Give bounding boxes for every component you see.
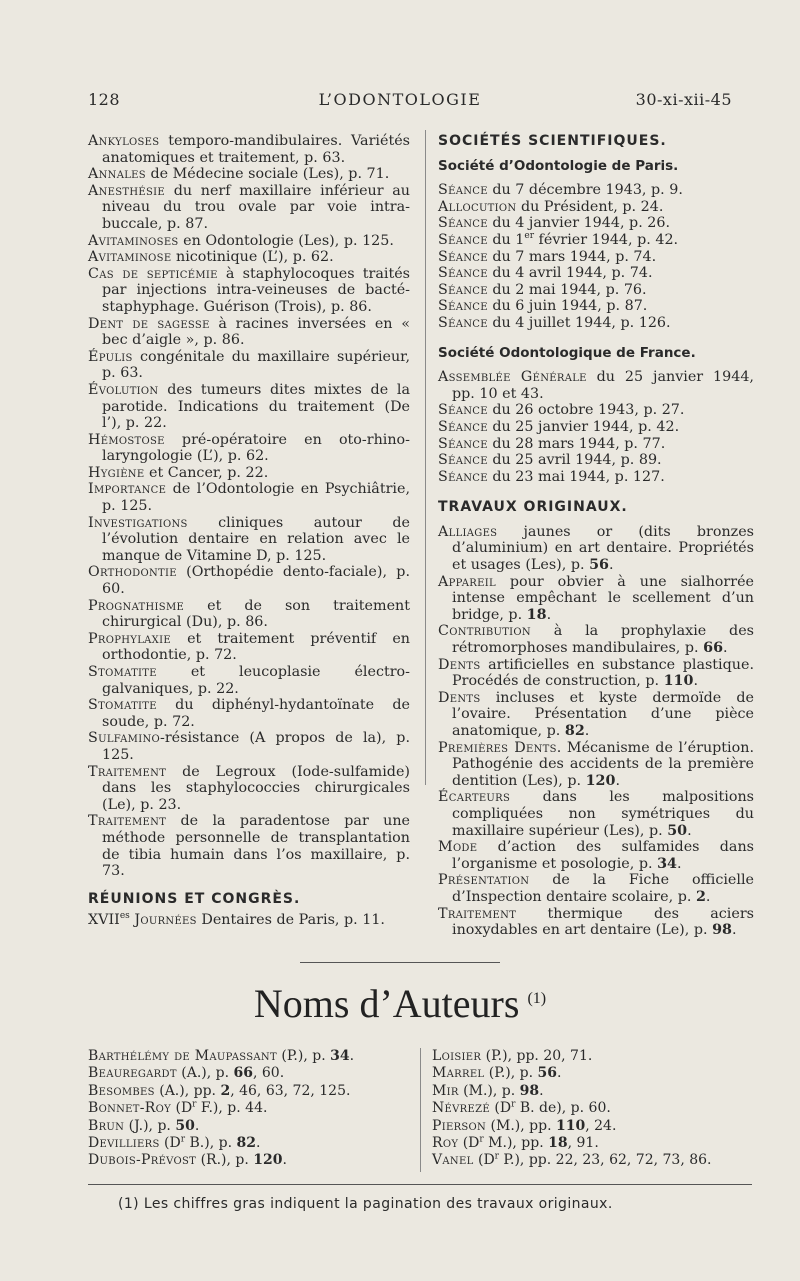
entry-keyword: Premières Dents [438, 739, 557, 756]
entry-text: du 2 mai 1944, p. 76. [487, 281, 647, 298]
entry-end: . [584, 723, 590, 739]
page-ref: 60 [588, 1100, 607, 1117]
index-entry [88, 813, 410, 879]
page-ref-bold: 2 [695, 888, 706, 905]
page-number: 128 [88, 90, 121, 109]
entry-text: -résistance (A propos de la), p. 125. [102, 730, 410, 763]
index-entry [88, 249, 410, 266]
entry-text: Dentaires de Paris, p. 11. [196, 912, 385, 929]
index-entry [88, 382, 410, 432]
page-ref: 20, 71 [543, 1048, 588, 1064]
author-initials: (P.), p. [484, 1065, 538, 1082]
entry-keyword: Importance [88, 481, 167, 498]
authors-right-column [432, 1048, 762, 1170]
entry-text: de l’Odontologie en Psychiâtrie, p. 125. [102, 481, 410, 515]
reunions-heading: RÉUNIONS ET CONGRÈS. [88, 890, 301, 907]
author-initials: (P.), pp. [481, 1048, 544, 1064]
author-initials: M.), pp. [483, 1135, 549, 1152]
page-ref-bold: 18 [548, 1135, 568, 1152]
entry-keyword: Séance [438, 298, 488, 315]
entry-keyword: Mode [438, 839, 478, 856]
author-initials: (D [489, 1100, 512, 1117]
entry-keyword: Prognathisme [88, 597, 185, 614]
entry-keyword: Stomatite [88, 664, 157, 680]
index-entry [438, 740, 754, 790]
travaux-heading: TRAVAUX ORIGINAUX. [438, 499, 628, 516]
entry-text: pré-opératoire en oto-rhino-laryngologie (L’), p. 62. [102, 431, 410, 465]
page-ref-bold: 98 [712, 922, 732, 939]
author-entry [432, 1152, 762, 1169]
entry-text: des tumeurs dites mixtes de la parotide. Indications du traitement (De l’), p. 22. [102, 381, 410, 432]
entry-text: du 6 juin 1944, p. 87. [487, 298, 648, 315]
societe-france-heading: Société Odontologique de France. [438, 344, 696, 361]
index-entry [88, 432, 410, 465]
author-entry [432, 1100, 762, 1117]
author-initials: (A.), p. [176, 1065, 234, 1082]
author-initials: B.), p. [185, 1135, 237, 1152]
paris-entries-list [438, 182, 754, 331]
entry-end: . [705, 888, 711, 905]
author-initials: (D [159, 1135, 181, 1152]
page-ref: 44 [245, 1100, 263, 1117]
entry-keyword: Annales [88, 166, 146, 183]
index-entry [438, 298, 754, 315]
societe-paris-heading: Société d’Odontologie de Paris. [438, 157, 679, 174]
entry-text: incluses et kyste dermoïde de l’ovaire. Présentation d’une pièce anatomique, p. [452, 689, 754, 739]
entry-text: du 25 janvier 1944, p. 42. [487, 418, 680, 435]
author-entry [432, 1048, 762, 1065]
author-name: Névrezé [432, 1100, 490, 1117]
page-ref-bold: 66 [233, 1065, 253, 1082]
entry-text: en Odontologie (Les), p. 125. [178, 232, 394, 249]
index-entry [438, 199, 754, 216]
index-entry [438, 524, 754, 574]
entry-keyword: Séance [438, 281, 488, 298]
entry-text: artificielles en substance plastique. Procédés de construction, p. [452, 656, 754, 690]
entry-end: . [282, 1152, 287, 1169]
index-entry [88, 481, 410, 514]
index-entry [438, 872, 754, 905]
author-name: Devilliers [88, 1135, 160, 1152]
entry-keyword: Séance [438, 435, 488, 452]
author-entry [88, 1083, 418, 1100]
author-name: Bonnet-Roy [88, 1100, 172, 1117]
entry-text: du 7 décembre 1943, p. 9. [487, 182, 683, 199]
author-name: Roy [432, 1135, 459, 1152]
entry-end: . [557, 1065, 562, 1082]
entry-text: février 1944, p. 42. [534, 231, 679, 248]
entry-end: . [723, 640, 728, 657]
author-entry [88, 1135, 418, 1152]
page-ref-bold: 50 [667, 822, 688, 839]
entry-keyword: Séance [438, 265, 488, 282]
index-entry [438, 402, 754, 419]
superscript: es [119, 911, 130, 922]
superscript: r [192, 1099, 197, 1110]
page-ref-bold: 34 [330, 1048, 350, 1064]
entry-text: . Mécanisme de l’éruption. Pathogénie des accidents de la première dentition (Les), p. [452, 739, 754, 789]
entry-keyword: Allocution [438, 198, 517, 215]
entry-text: à racines inversées en « bec d’aigle », p. 86. [102, 315, 410, 349]
author-entry [432, 1118, 762, 1135]
left-column [88, 133, 410, 929]
entry-text: et de son traitement chirurgical (Du), p. 86. [102, 597, 410, 631]
entry-text: (Orthopédie dento-faciale), p. 60. [102, 564, 410, 598]
index-entry [88, 349, 410, 382]
index-entry [438, 906, 754, 939]
page-ref-bold: 50 [175, 1117, 195, 1134]
index-entry [88, 133, 410, 166]
entry-end: . [606, 1100, 611, 1117]
entry-end: . [611, 1117, 617, 1134]
page-ref-bold: 34 [657, 855, 677, 872]
index-entry [438, 657, 754, 690]
author-initials: (A.), pp. [154, 1082, 221, 1099]
france-entries-list [438, 369, 754, 485]
entry-end: . [349, 1048, 355, 1064]
index-entry [88, 183, 410, 233]
index-entry [438, 623, 754, 656]
entry-keyword: Prophylaxie [88, 630, 171, 647]
index-entry [438, 215, 754, 232]
entry-keyword: Contribution [438, 623, 531, 640]
entry-text: et traitement préventif en orthodontie, p. 72. [102, 630, 410, 664]
author-initials: P.), pp. [498, 1152, 556, 1169]
entry-text: et Cancer, p. 22. [144, 464, 269, 481]
entry-keyword: Séance [438, 418, 488, 435]
index-entry [438, 469, 754, 486]
entry-keyword: Hygiène [88, 464, 145, 481]
footnote-ref: (1) [527, 989, 547, 1007]
entry-end: . [676, 855, 682, 872]
footnote-rule [88, 1184, 752, 1185]
author-entry [432, 1135, 762, 1152]
roman-numeral: XVII [88, 912, 120, 929]
author-entry [88, 1065, 418, 1082]
index-entry [438, 369, 754, 402]
issue-date: 30-xi-xii-45 [635, 90, 732, 109]
entry-keyword: Dents [438, 656, 481, 673]
author-name: Marrel [432, 1065, 485, 1082]
entry-keyword: Séance [438, 182, 488, 199]
index-entry [438, 265, 754, 282]
author-initials: (D [171, 1100, 193, 1117]
entry-keyword: Dents [438, 689, 481, 706]
entry-keyword: Traitement [88, 813, 167, 830]
entry-text: du 28 mars 1944, p. 77. [487, 435, 666, 452]
entry-text: dans les malpositions compliquées non symétriques du maxillaire supérieur (Les), p. [452, 789, 754, 839]
index-entry [438, 839, 754, 872]
author-initials: (J.), p. [124, 1117, 176, 1134]
page-ref-bold: 110 [663, 673, 694, 690]
entry-end: . [609, 557, 614, 574]
superscript: r [180, 1134, 186, 1145]
author-entry [88, 1152, 418, 1169]
index-entry [438, 574, 754, 624]
author-initials: (D [473, 1152, 495, 1169]
author-entry [432, 1065, 762, 1082]
author-name: Dubois-Prévost [88, 1152, 197, 1169]
superscript: r [479, 1134, 484, 1145]
author-name: Besombes [88, 1082, 155, 1099]
author-name: Vanel [432, 1152, 474, 1169]
entry-keyword: Écarteurs [438, 789, 511, 806]
index-entry [88, 631, 410, 664]
entry-text: de Legroux (Iode-sulfamide) dans les staphylococcies chirurgicales (Le), p. 23. [102, 763, 410, 813]
author-entry [432, 1083, 762, 1100]
index-entry [438, 690, 754, 740]
index-entry [438, 419, 754, 436]
entry-keyword: Séance [438, 215, 488, 232]
author-name: Mir [432, 1082, 459, 1099]
page-ref-bold: 18 [526, 606, 547, 623]
entry-end: . [194, 1117, 200, 1134]
entry-text: à staphylocoques traités par injections intra-veineuses de bacté-staphyphage. Guérison (Trois), p. 86. [102, 265, 410, 315]
entry-end: . [539, 1082, 544, 1099]
index-entry [88, 564, 410, 597]
index-entry [88, 912, 410, 929]
page-ref: , 60 [252, 1065, 280, 1082]
entry-keyword: Cas de septicémie [88, 265, 218, 282]
entry-text: du 1 [487, 231, 525, 248]
index-entry [88, 764, 410, 814]
entry-keyword: Assemblée Générale [438, 369, 587, 386]
author-initials: (M.), p. [458, 1082, 520, 1099]
entry-keyword: Séance [438, 402, 488, 419]
page-ref-bold: 82 [564, 723, 585, 739]
author-initials: (P.), p. [276, 1048, 331, 1064]
superscript: r [494, 1151, 499, 1162]
entry-end: . [707, 1152, 712, 1169]
author-entry [88, 1100, 418, 1117]
entry-text: du 4 juillet 1944, p. 126. [487, 314, 671, 331]
entry-text: du diphényl-hydantoïnate de soude, p. 72. [102, 697, 410, 730]
entry-text: du 26 octobre 1943, p. 27. [487, 402, 685, 419]
entry-text: et leucoplasie électro-galvaniques, p. 22. [102, 664, 410, 697]
author-name: Beauregardt [88, 1065, 177, 1082]
page-ref: , 24 [585, 1117, 612, 1134]
entry-keyword: Journées [134, 912, 197, 929]
index-entry [438, 182, 754, 199]
entry-keyword: Anesthésie [88, 182, 166, 199]
entry-keyword: Avitaminoses [88, 232, 179, 249]
entry-keyword: Séance [438, 231, 488, 248]
entry-end: . [687, 822, 692, 839]
index-entry [88, 266, 410, 316]
entry-end: . [693, 673, 698, 690]
author-name: Brun [88, 1117, 125, 1134]
index-entry [438, 315, 754, 332]
entry-keyword: Appareil [438, 573, 496, 590]
entry-text: de la Fiche officielle d’Inspection dentaire scolaire, p. [452, 872, 754, 905]
entry-end: . [615, 772, 620, 789]
entry-keyword: Investigations [88, 514, 188, 531]
author-initials: (R.), p. [196, 1152, 254, 1169]
author-initials: (M.), pp. [486, 1117, 556, 1134]
entry-text: du 4 avril 1944, p. 74. [487, 265, 653, 282]
entry-text: du 7 mars 1944, p. 74. [487, 248, 657, 265]
page-ref-bold: 98 [519, 1082, 540, 1099]
entry-keyword: Évolution [88, 381, 159, 398]
entry-keyword: Séance [438, 468, 488, 485]
page-ref-bold: 56 [537, 1065, 558, 1082]
index-entry [438, 249, 754, 266]
index-entry [88, 515, 410, 565]
authors-title-text: Noms d’Auteurs [253, 981, 520, 1026]
entry-keyword: Traitement [88, 763, 167, 780]
author-initials: F.), p. [196, 1100, 246, 1117]
authors-column-divider [420, 1048, 421, 1172]
entry-end: . [546, 606, 552, 623]
entry-text: jaunes or (dits bronzes d’aluminium) en art dentaire. Propriétés et usages (Les), p. [452, 523, 754, 574]
entry-text: d’action des sulfamides dans l’organisme et posologie, p. [452, 839, 754, 872]
entry-end: . [255, 1135, 261, 1152]
page-ref: , 91 [567, 1135, 595, 1152]
index-entry [88, 730, 410, 763]
page-ref-bold: 82 [236, 1135, 256, 1152]
right-column [438, 133, 754, 939]
entry-text: de la paradentose par une méthode personnelle de transplantation de tibia humain dans l’os maxillaire, p. 73. [102, 813, 410, 880]
author-name: Loisier [432, 1048, 482, 1064]
index-entry [88, 598, 410, 631]
author-name: Pierson [432, 1117, 487, 1134]
entry-end: . [262, 1100, 268, 1117]
entry-end: . [594, 1135, 599, 1152]
page-ref-bold: 120 [585, 772, 616, 789]
page-ref-bold: 66 [703, 640, 724, 657]
entry-text: de Médecine sociale (Les), p. 71. [145, 166, 390, 183]
entry-keyword: Sulfamino [88, 730, 160, 747]
entry-text: cliniques autour de l’évolution dentaire en relation avec le manque de Vitamine D, p. 125. [102, 514, 410, 564]
section-rule [300, 962, 500, 963]
entry-text: à la prophylaxie des rétromorphoses mandibulaires, p. [452, 623, 754, 657]
author-name: Barthélémy de Maupassant [88, 1048, 277, 1064]
entry-text: du nerf maxillaire inférieur au niveau du trou ovale par voie intra-buccale, p. 87. [102, 182, 410, 232]
entry-end: . [587, 1048, 593, 1064]
page-ref-bold: 2 [220, 1082, 231, 1099]
entry-keyword: Dent de sagesse [88, 315, 210, 332]
entry-text: du 25 janvier 1944, pp. 10 et 43. [452, 369, 754, 402]
index-entry [88, 664, 410, 697]
author-entry [88, 1048, 418, 1065]
entry-text: du 4 janvier 1944, p. 26. [487, 215, 671, 232]
entry-keyword: Présentation [438, 872, 530, 889]
index-entry [438, 789, 754, 839]
entry-keyword: Alliages [438, 523, 498, 540]
entry-text: temporo-mandibulaires. Variétés anatomiques et traitement, p. 63. [102, 133, 410, 166]
column-divider [425, 130, 426, 785]
entry-text: du Président, p. 24. [516, 198, 664, 215]
entry-text: thermique des aciers inoxydables en art dentaire (Le), p. [452, 905, 754, 939]
entry-text: pour obvier à une sialhorrée intense empêchant le scellement d’un bridge, p. [452, 573, 754, 623]
societes-heading: SOCIÉTÉS SCIENTIFIQUES. [438, 133, 667, 149]
index-entry [88, 697, 410, 730]
page-ref-bold: 120 [253, 1152, 283, 1169]
entry-text: nicotinique (L’), p. 62. [171, 249, 334, 266]
author-entry [88, 1118, 418, 1135]
entry-keyword: Séance [438, 314, 488, 331]
page-ref-bold: 56 [589, 557, 609, 574]
entry-keyword: Séance [438, 452, 488, 469]
entry-keyword: Orthodontie [88, 564, 177, 581]
entry-text: congénitale du maxillaire supérieur, p. 63. [102, 348, 410, 382]
superscript: er [524, 231, 535, 242]
travaux-entries-list [438, 524, 754, 939]
entry-keyword: Stomatite [88, 697, 157, 714]
entry-keyword: Traitement [438, 905, 517, 922]
author-initials: (D [458, 1135, 480, 1152]
entry-end: . [731, 922, 737, 939]
index-entry [438, 436, 754, 453]
page-ref: 22, 23, 62, 72, 73, 86 [555, 1152, 708, 1169]
entry-keyword: Avitaminose [88, 249, 172, 266]
index-entry [438, 452, 754, 469]
index-entry [438, 282, 754, 299]
index-entry [88, 316, 410, 349]
entry-keyword: Hémostose [88, 431, 165, 448]
entry-text: du 23 mai 1944, p. 127. [487, 468, 665, 485]
footnote: (1) Les chiffres gras indiquent la pagination des travaux originaux. [118, 1196, 613, 1212]
superscript: r [511, 1099, 516, 1110]
index-entry [88, 233, 410, 250]
entry-end: . [345, 1082, 351, 1099]
index-entry [88, 166, 410, 183]
page-ref: , 46, 63, 72, 125 [230, 1082, 346, 1099]
entry-end: . [279, 1065, 285, 1082]
entry-keyword: Ankyloses [88, 133, 160, 149]
authors-title [0, 980, 800, 1027]
index-entry [438, 232, 754, 249]
author-initials: B. de), p. [515, 1100, 589, 1117]
index-entries-list [88, 133, 410, 880]
running-title: L’ODONTOLOGIE [318, 90, 482, 109]
page-ref-bold: 110 [556, 1117, 586, 1134]
entry-keyword: Séance [438, 248, 488, 265]
entry-keyword: Épulis [88, 348, 133, 365]
entry-text: du 25 avril 1944, p. 89. [487, 452, 662, 469]
authors-left-column [88, 1048, 418, 1170]
index-entry [88, 465, 410, 482]
